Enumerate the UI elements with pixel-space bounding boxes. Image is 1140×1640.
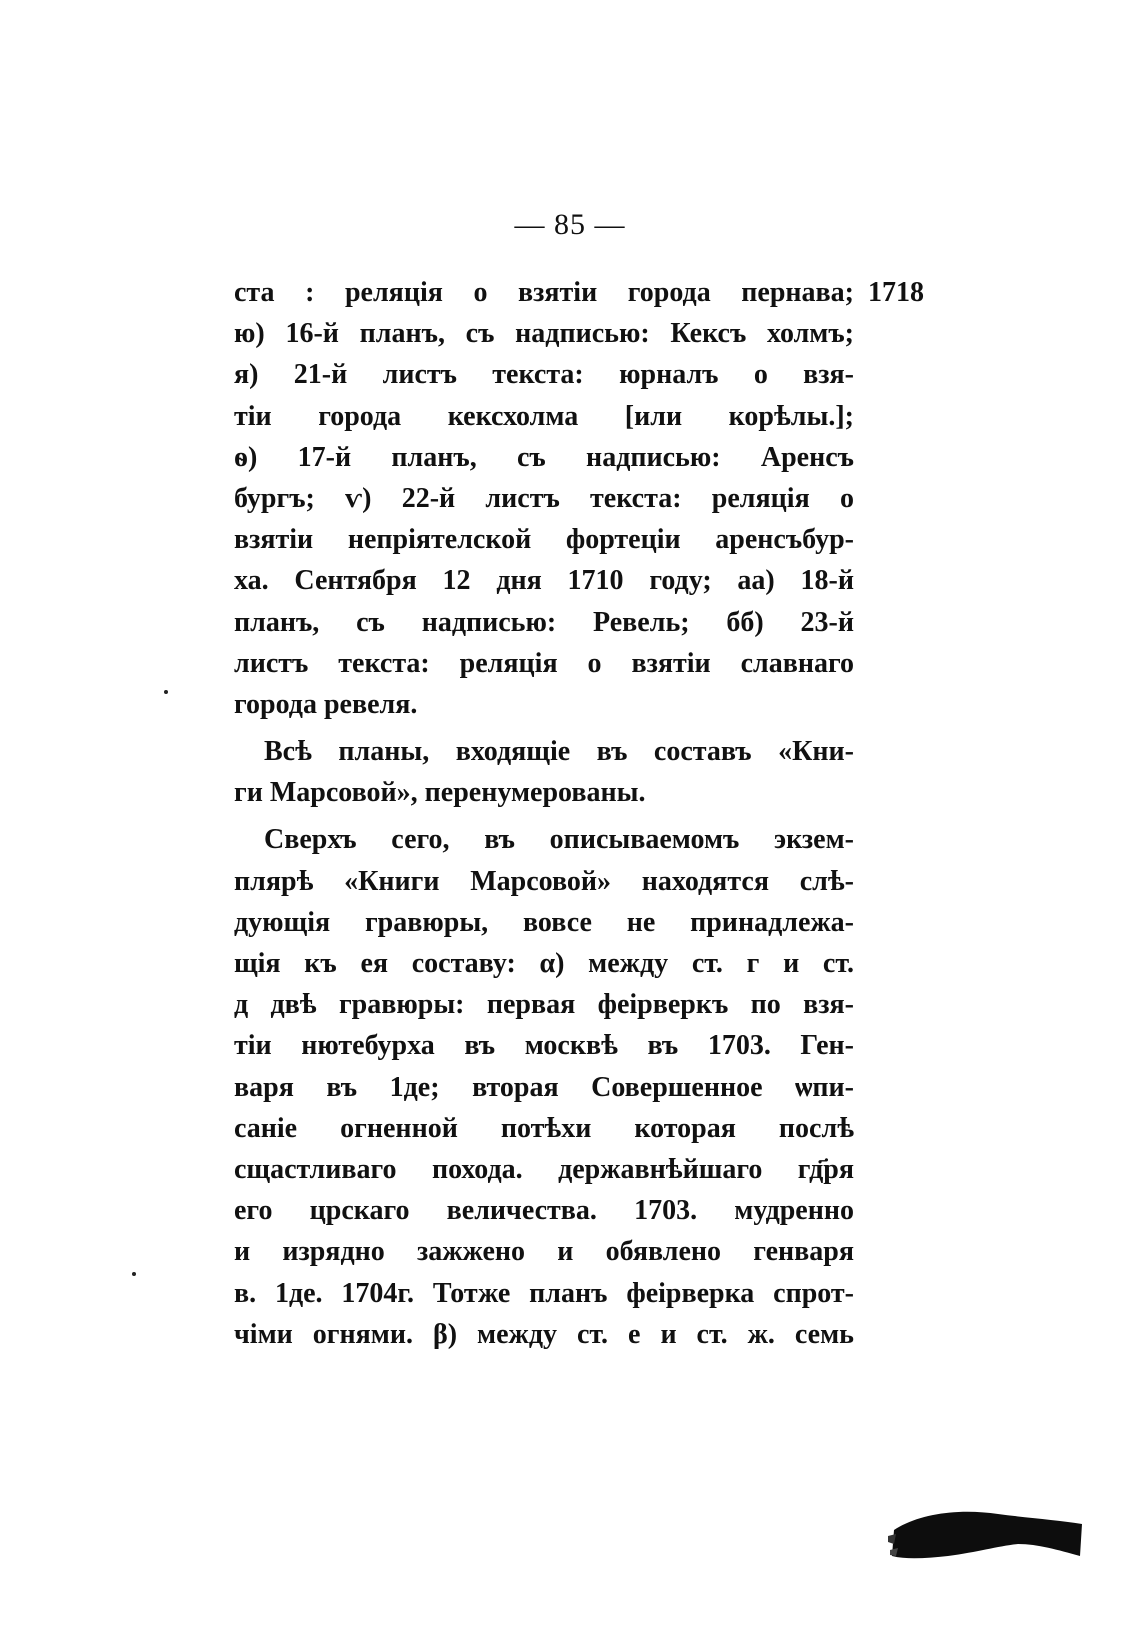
text-line: Всѣ планы, входящіе въ составъ «Кни-: [264, 736, 854, 768]
text-line: и изрядно зажжено и обявлено генваря: [234, 1236, 854, 1268]
scan-speck: [164, 690, 168, 694]
margin-year: 1718: [868, 277, 924, 308]
text-line: взятіи непріятелской фортеціи аренсъбур-: [234, 524, 854, 556]
ink-smudge: [888, 1500, 1084, 1562]
body-text: [234, 272, 854, 1355]
text-line: плярѣ «Книги Марсовой» находятся слѣ-: [234, 865, 854, 897]
text-line: города ревеля.: [234, 688, 418, 720]
text-line: я) 21-й листъ текста: юрналъ о взя-: [234, 359, 854, 391]
text-line: бургъ; ѵ) 22-й листъ текста: реляція о: [234, 482, 854, 514]
text-line: в. 1де. 1704г. Тотже планъ феірверка спрот-: [234, 1277, 854, 1309]
scan-speck: [132, 1272, 136, 1276]
text-line: листъ текста: реляція о взятіи славнаго: [234, 647, 854, 679]
text-line: ста : реляція о взятіи города пернава;: [234, 277, 854, 308]
text-line: тіи города кексхолма [или корѣлы.];: [234, 400, 854, 432]
text-line: его црскаго величества. 1703. мудренно: [234, 1195, 854, 1227]
text-line: планъ, съ надписью: Ревель; бб) 23-й: [234, 606, 854, 638]
text-line: ги Марсовой», перенумерованы.: [234, 777, 646, 809]
text-line: варя въ 1де; вторая Совершенное ѡпи-: [234, 1071, 854, 1103]
text-line: Сверхъ сего, въ описываемомъ экзем-: [264, 824, 854, 856]
text-line: дующія гравюры, вовсе не принадлежа-: [234, 906, 854, 938]
text-line: щія къ ея составу: α) между ст. г и ст.: [234, 948, 854, 979]
text-line: сщастливаго похода. державнѣйшаго гд҃ря: [234, 1153, 854, 1185]
text-line: ха. Сентября 12 дня 1710 году; аа) 18-й: [234, 565, 854, 597]
text-line: чіми огнями. β) между ст. е и ст. ж. семь: [234, 1318, 854, 1350]
text-line: саніе огненной потѣхи которая послѣ: [234, 1112, 854, 1144]
page-number: — 85 —: [514, 208, 626, 241]
text-line: тіи нютебурха въ москвѣ въ 1703. Ген-: [234, 1030, 854, 1062]
text-line: ѳ) 17-й планъ, съ надписью: Аренсъ: [234, 441, 854, 473]
text-line: ю) 16-й планъ, съ надписью: Кексъ холмъ;: [234, 318, 854, 350]
text-line: д двѣ гравюры: первая феірверкъ по взя-: [234, 989, 854, 1021]
